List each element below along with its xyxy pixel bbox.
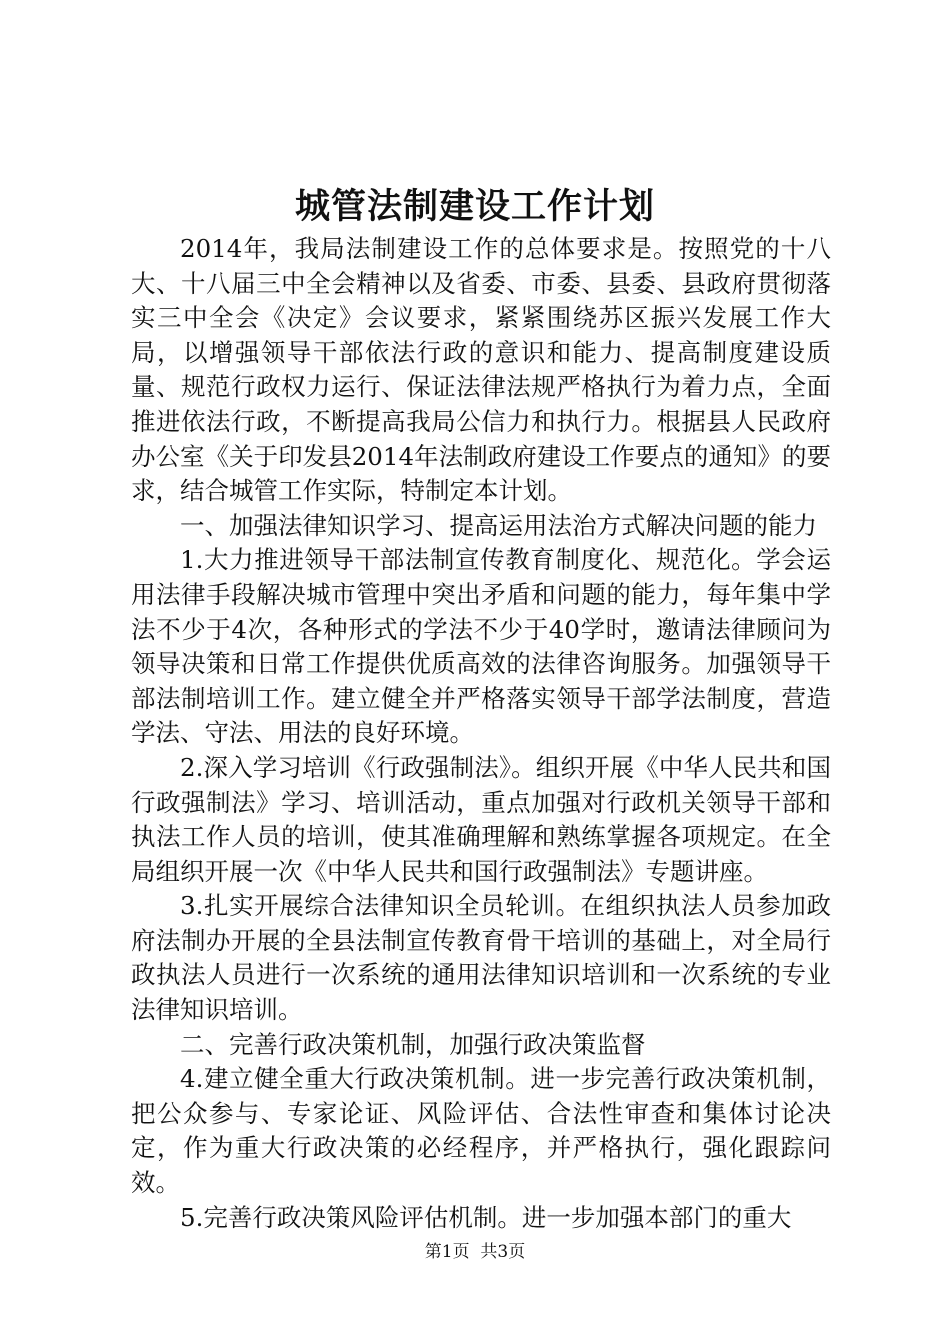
- document-title: 城管法制建设工作计划: [294, 186, 655, 227]
- section-heading-2: 二、完善行政决策机制，加强行政决策监督: [180, 1029, 646, 1059]
- page-number: 第1页: [424, 1242, 470, 1262]
- paragraph-intro: 2014年，我局法制建设工作的总体要求是。按照党的十八大、十八届三中全会精神以及省委、市委、县委、县政府贯彻落实三中全会《决定》会议要求，紧紧围绕苏区振兴发展工作大局，以增强领导干部依法行政的意识和能力、提高制度建设质量、规范行政权力运行、保证法律法规严格执行为着力点，全面推进依法行政，不断提高我局公信力和执行力。根据县人民政府办公室《关于印发县2014年法制政府建设工作要点的通知》的要求，结合城管工作实际，特制定本计划。: [131, 234, 831, 506]
- page-footer: [0, 1240, 950, 1264]
- document-body: [131, 232, 831, 1235]
- page-total: 共3页: [480, 1242, 526, 1262]
- paragraph-item-5: 5.完善行政决策风险评估机制。进一步加强本部门的重大: [180, 1202, 792, 1232]
- section-heading-1: 一、加强法律知识学习、提高运用法治方式解决问题的能力: [180, 510, 817, 540]
- paragraph-item-1: 1.大力推进领导干部法制宣传教育制度化、规范化。学会运用法律手段解决城市管理中突出矛盾和问题的能力，每年集中学法不少于4次，各种形式的学法不少于40学时，邀请法律顾问为领导决策和日常工作提供优质高效的法律咨询服务。加强领导干部法制培训工作。建立健全并严格落实领导干部学法制度，营造学法、守法、用法的良好环境。: [131, 545, 831, 748]
- paragraph-item-2: 2.深入学习培训《行政强制法》。组织开展《中华人民共和国行政强制法》学习、培训活动，重点加强对行政机关领导干部和执法工作人员的培训，使其准确理解和熟练掌握各项规定。在全局组织开展一次《中华人民共和国行政强制法》专题讲座。: [131, 752, 831, 886]
- paragraph-item-3: 3.扎实开展综合法律知识全员轮训。在组织执法人员参加政府法制办开展的全县法制宣传教育骨干培训的基础上，对全局行政执法人员进行一次系统的通用法律知识培训和一次系统的专业法律知识培训。: [131, 891, 831, 1025]
- paragraph-item-4: 4.建立健全重大行政决策机制。进一步完善行政决策机制，把公众参与、专家论证、风险评估、合法性审查和集体讨论决定，作为重大行政决策的必经程序，并严格执行，强化跟踪问效。: [131, 1064, 831, 1198]
